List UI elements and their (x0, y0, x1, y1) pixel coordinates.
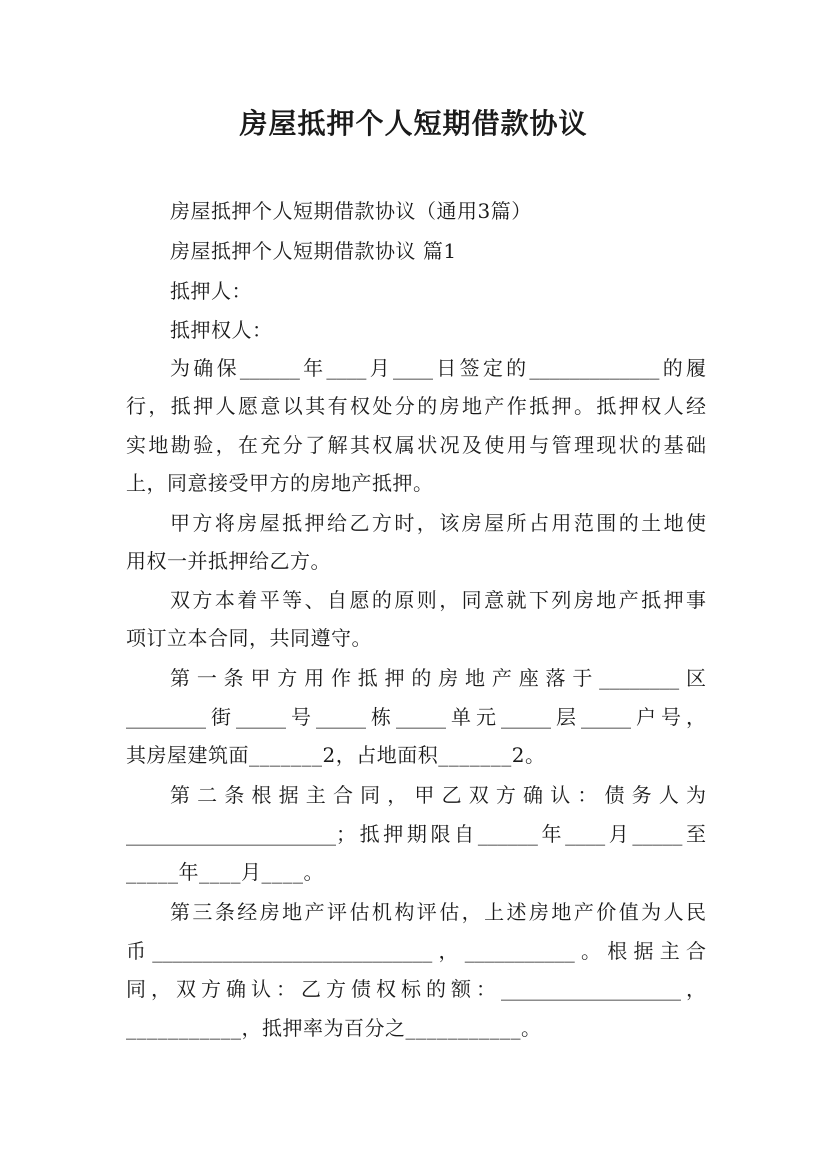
article-3-line: 同，双方确认：乙方债权标的额：__________________， (126, 977, 706, 1001)
paragraph-line: 项订立本合同，共同遵守。 (126, 626, 372, 650)
paragraph-line: 甲方将房屋抵押给乙方时，该房屋所占用范围的土地使 (170, 511, 706, 535)
paragraph-line: 双方本着平等、自愿的原则，同意就下列房地产抵押事 (170, 588, 706, 612)
article-1-line: ________街_____号_____栋_____单元_____层_____户号， (126, 705, 706, 729)
section-heading: 房屋抵押个人短期借款协议 篇1 (170, 239, 457, 263)
article-1-line: 其房屋建筑面_______2，占地面积_______2。 (126, 743, 546, 767)
article-3-line: 第三条经房地产评估机构评估，上述房地产价值为人民 (170, 900, 706, 924)
article-1-line: 第一条甲方用作抵押的房地产座落于________区 (170, 666, 706, 690)
article-3-line: 币____________________________，___________。根据主合 (126, 939, 706, 963)
article-2-line: _____________________；抵押期限自______年____月_____至 (126, 822, 706, 846)
article-2-line: _____年____月____。 (126, 860, 324, 884)
mortgagee-label: 抵押权人： (170, 318, 273, 342)
mortgagor-label: 抵押人： (170, 279, 252, 303)
paragraph-line: 为确保______年____月____日签定的_____________的履 (170, 356, 706, 380)
paragraph-line: 实地勘验，在充分了解其权属状况及使用与管理现状的基础 (126, 433, 706, 457)
paragraph-line: 上，同意接受甲方的房地产抵押。 (126, 471, 434, 495)
document-title: 房屋抵押个人短期借款协议 (239, 107, 588, 140)
article-3-line: ___________，抵押率为百分之___________。 (126, 1016, 542, 1040)
paragraph-line: 行，抵押人愿意以其有权处分的房地产作抵押。抵押权人经 (126, 394, 706, 418)
subtitle-line: 房屋抵押个人短期借款协议（通用3篇） (170, 199, 532, 223)
paragraph-line: 用权一并抵押给乙方。 (126, 549, 331, 573)
article-2-line: 第二条根据主合同，甲乙双方确认：债务人为 (170, 783, 706, 807)
